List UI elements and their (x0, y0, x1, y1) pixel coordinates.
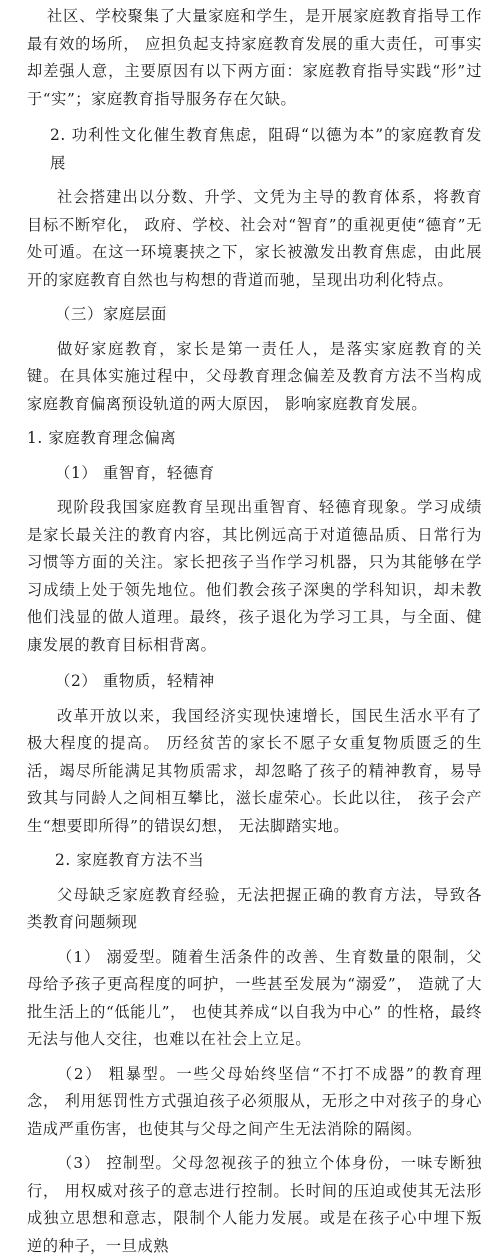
paragraph-controlling-type: （3） 控制型。父母忽视孩子的独立个体身份，一味专断独行， 用权威对孩子的意志进行控制。长时间的压迫或使其无法形成独立思想和意志，限制个人能力发展。或是在孩子心中埋下叛逆的种子，一旦成熟 (27, 1154, 482, 1255)
paragraph-lack-of-experience: 父母缺乏家庭教育经验，无法把握正确的教育方法，导致各类教育问题频现 (27, 885, 482, 931)
heading-intellect-over-morality: （1） 重智育，轻德育 (55, 463, 215, 482)
paragraph-material-over-spirit: 改革开放以来，我国经济实现快速增长，国民生活水平有了极大程度的提高。 历经贫苦的家长不愿子女重复物质匮乏的生活，竭尽所能满足其物质需求，却忽略了孩子的精神教育，易导致其与同龄人之间相互攀比，滋长虚荣心。长此以往， 孩子会产生“想要即所得”的错误幻想， 无法脚踏实地。 (27, 706, 482, 835)
heading-method-improper: 2. 家庭教育方法不当 (55, 851, 205, 869)
heading-material-over-spirit: （2） 重物质，轻精神 (55, 672, 215, 690)
heading-utilitarian-culture: 2. 功利性文化催生教育焦虑，阻碍“以德为本”的家庭教育发展 (50, 126, 482, 172)
paragraph-spoiling-type: （1） 溺爱型。随着生活条件的改善、生育数量的限制，父母给予孩子更高程度的呵护，一些甚至发展为“溺爱”， 造就了大批生活上的“低能儿”， 也使其养成“以自我为中心” 的性格，最终无法与他人交往，也难以在社会上立足。 (27, 947, 482, 1048)
paragraph-intellect-over-morality: 现阶段我国家庭教育呈现出重智育、轻德育现象。学习成绩是家长最关注的教育内容，其比例远高于对道德品质、日常行为习惯等方面的关注。家长把孩子当作学习机器，只为其能够在学习成绩上处于领先地位。他们教会孩子深奥的学科知识，却未教他们浅显的做人道理。最终，孩子退化为学习工具，与全面、健康发展的教育目标相背离。 (27, 498, 482, 654)
paragraph-community-school: 社区、学校聚集了大量家庭和学生，是开展家庭教育指导工作最有效的场所， 应担负起支持家庭教育发展的重大责任，可事实却差强人意，主要原因有以下两方面：家庭教育指导实践“形”过于“实”；家庭教育指导服务存在欠缺。 (27, 7, 482, 108)
heading-family-level: （三）家庭层面 (55, 305, 167, 323)
paragraph-parents-responsibility: 做好家庭教育，家长是第一责任人，是落实家庭教育的关键。在具体实施过程中，父母教育理念偏差及教育方法不当构成家庭教育偏离预设轨道的两大原因， 影响家庭教育发展。 (27, 339, 482, 413)
heading-concept-deviation: 1. 家庭教育理念偏离 (27, 429, 177, 447)
paragraph-harsh-type: （2） 粗暴型。一些父母始终坚信“不打不成器”的教育理念， 利用惩罚性方式强迫孩子必须服从，无形之中对孩子的身心造成严重伤害，也使其与父母之间产生无法消除的隔阂。 (27, 1064, 482, 1138)
paragraph-education-system: 社会搭建出以分数、升学、文凭为主导的教育体系，将教育目标不断窄化， 政府、学校、社会对“智育”的重视更使“德育”无处可遁。在这一环境裹挟之下，家长被激发出教育焦虑，由此展开的家庭教育自然也与构想的背道而驰，呈现出功利化特点。 (27, 188, 482, 289)
